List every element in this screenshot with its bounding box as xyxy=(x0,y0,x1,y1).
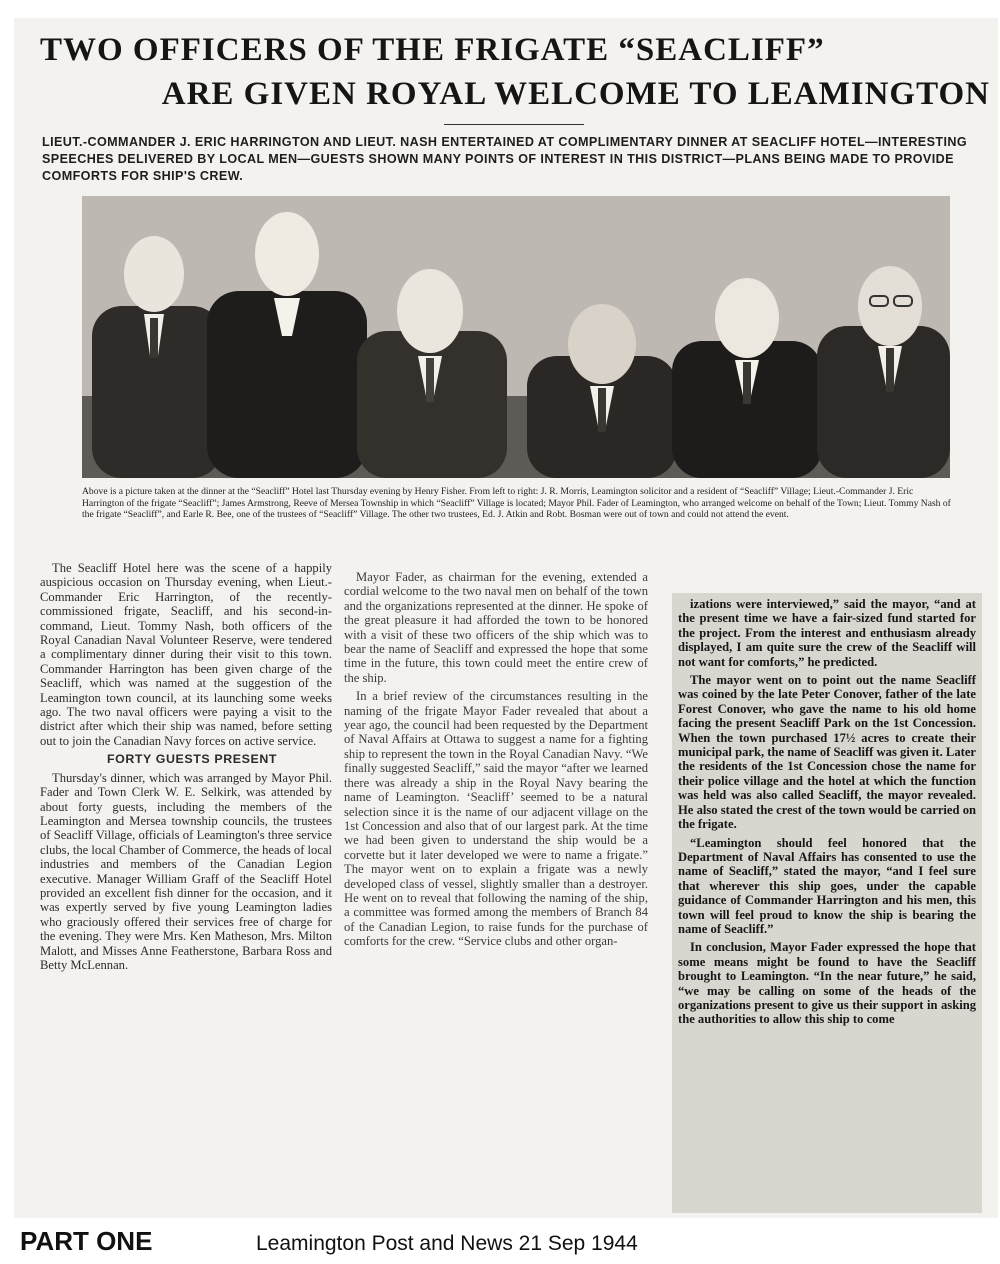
headline-line-2: ARE GIVEN ROYAL WELCOME TO LEAMINGTON xyxy=(161,76,990,112)
headline-line-1: TWO OFFICERS OF THE FRIGATE “SEACLIFF” xyxy=(40,32,825,68)
photo-caption: Above is a picture taken at the dinner at the “Seacliff” Hotel last Thursday evening by Henry Fisher. From left to right: J. R. Morris, Leamington solicitor and a resident of “Seacliff” Village; Lieut.-Commander J. Eric Harrington of the frigate “Seacliff”; James Armstrong, Reeve of Mersea Township in which “Seacliff” Village is located; Mayor Phil. Fader of Leamington, who arranged welcome on behalf of the Town; Lieut. Tommy Nash of the frigate “Seacliff”, and Earle R. Bee, one of the trustees of “Seacliff” Village. The other two trustees, Ed. J. Atkin and Robt. Bosman were out of town and could not attend the event. xyxy=(82,486,951,520)
article-column-3 xyxy=(672,593,982,1213)
article-paragraph: In a brief review of the circumstances resulting in the naming of the frigate Mayor Fader revealed that about a year ago, the council had been requested by the Department of Naval Affairs at Ottawa to suggest a name for a fighting ship to represent the town in the Royal Canadian Navy. “We finally suggested Seacliff,” said the mayor “after we learned there was already a ship in the Royal Navy bearing the name of Leamington. ‘Seacliff’ seemed to be a natural selection since it is the name of our adjacent village on the 1st Concession and also that of our largest park. At the time we had been given to understand the ship would be a corvette but it later developed we were to name a frigate.” The mayor went on to explain a frigate was a newly developed class of vessel, slightly smaller than a destroyer. He went on to reveal that following the naming of the ship, a committee was formed among the members of Branch 84 of the Canadian Legion, to raise funds for the purchase of comforts for the crew. “Service clubs and other organ- xyxy=(344,689,648,949)
newspaper-clipping xyxy=(14,18,998,1218)
article-paragraph: The Seacliff Hotel here was the scene of a happily auspicious occasion on Thursday evening, when Lieut.-Commander Eric Harrington, of the recently-commissioned frigate, Seacliff, and his second-in-command, Lieut. Tommy Nash, both officers of the Royal Canadian Naval Volunteer Reserve, were tendered a complimentary dinner during their visit to this town. Commander Harrington has been given charge of the Seacliff, which was named at the suggestion of the Leamington town council, at its launching some weeks ago. The two naval officers were paying a visit to the district after which their ship was named, before setting out to join the Canadian Navy forces on active service. xyxy=(40,561,332,748)
article-paragraph: Thursday's dinner, which was arranged by Mayor Phil. Fader and Town Clerk W. E. Selkirk, was attended by about forty guests, including the members of the Leamington and Mersea township councils, the trustees of Seacliff Village, officials of Leamington's three service clubs, the local Chamber of Commerce, the heads of local industries and members of the Canadian Legion executive. Manager William Graff of the Seacliff Hotel provided an excellent fish dinner for the occasion, and it was expertly served by five young Leamington ladies who graciously offered their services free of charge for the evening. They were Mrs. Ken Matheson, Mrs. Milton Malott, and Misses Anne Featherstone, Barbara Ross and Betty McLennan. xyxy=(40,770,333,972)
source-citation: Leamington Post and News 21 Sep 1944 xyxy=(256,1232,638,1255)
subheadline: LIEUT.-COMMANDER J. ERIC HARRINGTON AND LIEUT. NASH ENTERTAINED AT COMPLIMENTARY DINNER AT SEACLIFF HOTEL—INTERESTING SPEECHES DELIVERED BY LOCAL MEN—GUESTS SHOWN MANY POINTS OF INTEREST IN THIS DISTRICT—PLANS BEING MADE TO PROVIDE COMFORTS FOR SHIP'S CREW. xyxy=(42,135,968,183)
article-paragraph: “Leamington should feel honored that the Department of Naval Affairs has consented to use the name of Seacliff,” stated the mayor, “and I feel sure that wherever this ship goes, under the capable guidance of Commander Harrington and his men, this town will feel proud to know the ship is bearing the name of Seacliff.” xyxy=(678,835,976,936)
part-label: PART ONE xyxy=(20,1226,153,1256)
article-column-1 xyxy=(40,561,332,976)
article-paragraph: izations were interviewed,” said the mayor, “and at the present time we have a fair-sized fund started for the project. From the interest and enthusiasm already displayed, I am quite sure the crew of the Seacliff will not want for comforts,” he predicted. xyxy=(678,597,976,669)
section-subhead: FORTY GUESTS PRESENT xyxy=(106,752,278,767)
article-paragraph: Mayor Fader, as chairman for the evening, extended a cordial welcome to the two naval men on behalf of the town and the organizations represented at the dinner. He spoke of the great pleasure it had afforded the town to be honored with a visit of these two officers of the ship which was to bear the name of Seacliff and expressed the hope that some time in the future, this town could meet the entire crew of the ship. xyxy=(344,570,648,685)
article-paragraph: The mayor went on to point out the name Seacliff was coined by the late Peter Conover, father of the late Forest Conover, who gave the name to his old home facing the present Seacliff Park on the 1st Concession. When the town purchased 17½ acres to create their municipal park, the name of Seacliff was given it. Later the residents of the 1st Concession chose the name for their police village and the hotel at which the function was held was also called Seacliff, the mayor revealed. He also stated the crest of the town would be carried on the frigate. xyxy=(678,673,976,832)
group-photo xyxy=(82,196,950,478)
article-column-2 xyxy=(344,570,648,953)
headline-divider xyxy=(444,124,584,125)
article-paragraph: In conclusion, Mayor Fader expressed the hope that some means might be found to have the Seacliff brought to Leamington. “In the near future,” he said, “we may be calling on some of the heads of the organizations present to give us their support in asking the authorities to allow this ship to come xyxy=(678,940,976,1027)
group-photo-illustration xyxy=(82,196,950,478)
